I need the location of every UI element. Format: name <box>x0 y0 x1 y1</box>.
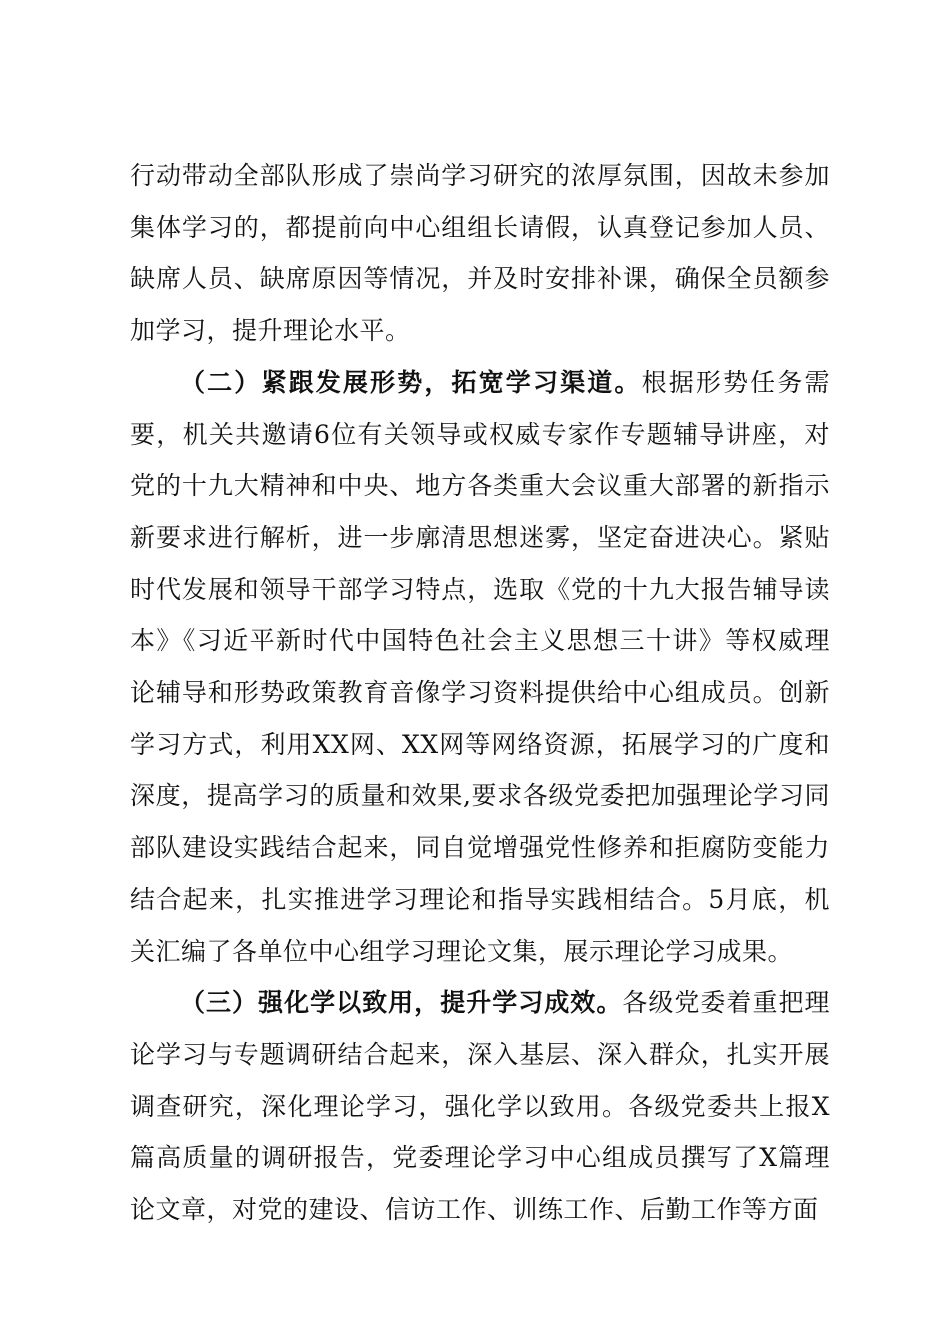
paragraph-section-three <box>130 977 830 1236</box>
document-body <box>130 150 830 1236</box>
paragraph-section-two <box>130 357 830 977</box>
section-heading: （三）强化学以致用，提升学习成效。 <box>180 988 623 1018</box>
paragraph-continuation <box>130 150 830 357</box>
paragraph-text: 各级党委着重把理论学习与专题调研结合起来，深入基层、深入群众，扎实开展调查研究，深化理论学习，强化学以致用。各级党委共上报X篇高质量的调研报告，党委理论学习中心组成员撰写了X篇理论文章，对党的建设、信访工作、训练工作、后勤工作等方面 <box>130 988 830 1225</box>
paragraph-text: 行动带动全部队形成了崇尚学习研究的浓厚氛围，因故未参加集体学习的，都提前向中心组组长请假，认真登记参加人员、缺席人员、缺席原因等情况，并及时安排补课，确保全员额参加学习，提升理论水平。 <box>130 161 830 346</box>
section-heading: （二）紧跟发展形势，拓宽学习渠道。 <box>180 367 642 397</box>
paragraph-text: 根据形势任务需要，机关共邀请6位有关领导或权威专家作专题辅导讲座，对党的十九大精神和中央、地方各类重大会议重大部署的新指示新要求进行解析，进一步廓清思想迷雾，坚定奋进决心。紧贴时代发展和领导干部学习特点，选取《党的十九大报告辅导读本》《习近平新时代中国特色社会主义思想三十讲》等权威理论辅导和形势政策教育音像学习资料提供给中心组成员。创新学习方式，利用XX网、XX网等网络资源，拓展学习的广度和深度，提高学习的质量和效果,要求各级党委把加强理论学习同部队建设实践结合起来，同自觉增强党性修养和拒腐防变能力结合起来，扎实推进学习理论和指导实践相结合。5月底，机关汇编了各单位中心组学习理论文集，展示理论学习成果。 <box>130 367 830 966</box>
